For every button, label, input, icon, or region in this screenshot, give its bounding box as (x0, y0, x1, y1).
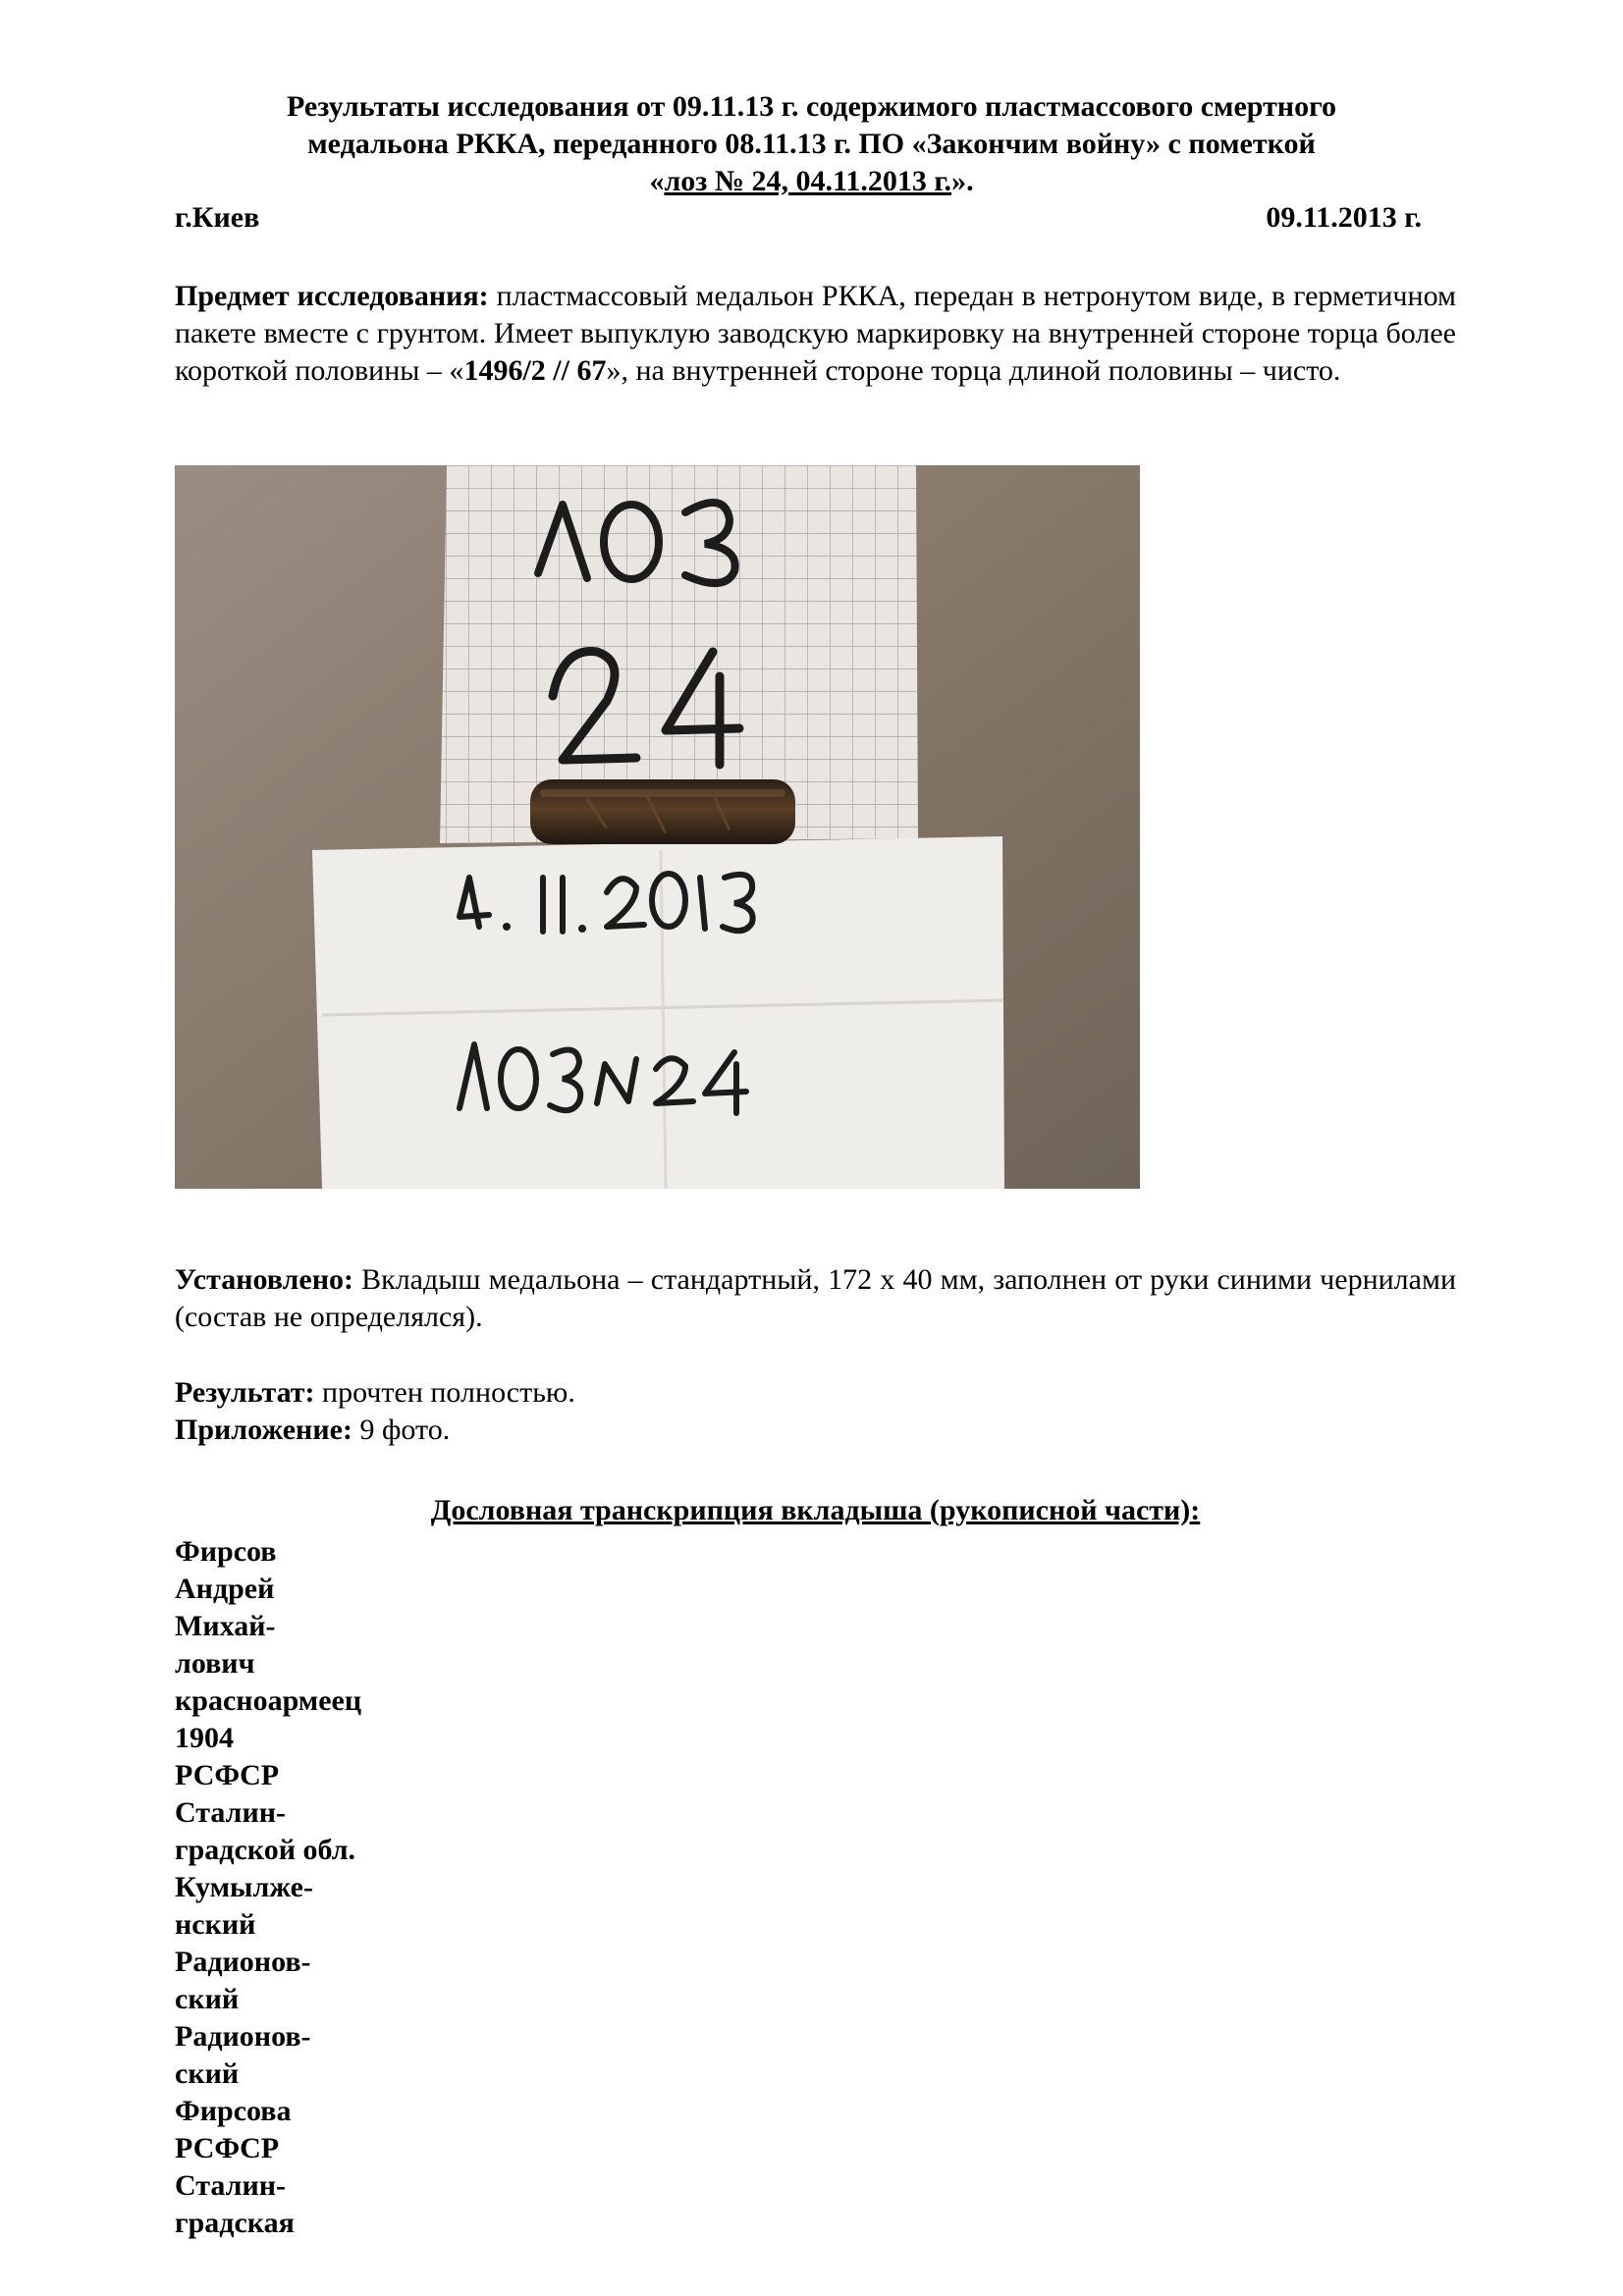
document-date: 09.11.2013 г. (1266, 201, 1422, 234)
result-label: Результат: (175, 1376, 315, 1409)
transcription-list (175, 1533, 361, 2242)
title-underlined-label: лоз № 24, 04.11.2013 г. (664, 165, 952, 197)
transcription-line: нский (175, 1908, 256, 1941)
transcription-line: Радионов- (175, 2020, 311, 2053)
document-place: г.Киев (175, 201, 260, 234)
subject-label: Предмет исследования: (175, 280, 489, 312)
transcription-line: лович (175, 1647, 255, 1680)
photo-illustration (175, 465, 1140, 1189)
transcription-line: Сталин- (175, 1796, 287, 1829)
transcription-line: РСФСР (175, 2132, 280, 2164)
transcription-line: 1904 (175, 1722, 234, 1754)
document-title (167, 88, 1456, 200)
transcription-line: градская (175, 2207, 295, 2239)
transcription-line: Андрей (175, 1573, 275, 1605)
transcription-line: красноармеец (175, 1684, 362, 1717)
white-paper-note (312, 836, 1004, 1189)
transcription-line: ский (175, 2057, 240, 2090)
subject-paragraph: Предмет исследования: пластмассовый медальон РККА, передан в нетронутом виде, в герметичном пакете вместе с грунтом. Имеет выпуклую заводскую маркировку на внутренней стороне торца более короткой половины – «1496/2 // 67», на внутренней стороне торца длиной половины – чисто. (175, 280, 1456, 387)
transcription-line: Радионов- (175, 1946, 311, 1978)
appendix-line: Приложение: 9 фото. (175, 1414, 451, 1446)
medallion-capsule (530, 779, 795, 844)
marking-value: 1496/2 // 67 (463, 354, 607, 387)
transcription-line: Фирсов (175, 1535, 277, 1568)
transcription-line: Михай- (175, 1610, 276, 1642)
title-line-1: Результаты исследования от 09.11.13 г. содержимого пластмассового смертного (287, 90, 1336, 123)
transcription-line: Сталин- (175, 2169, 287, 2202)
transcription-title: Дословная транскрипция вкладыша (рукописной части): (430, 1494, 1201, 1526)
transcription-line: ский (175, 1983, 240, 2015)
transcription-line: градской обл. (175, 1834, 356, 1866)
established-paragraph: Установлено: Вкладыш медальона – стандартный, 172 х 40 мм, заполнен от руки синими чернилами (состав не определялся). (175, 1263, 1456, 1333)
transcription-line: РСФСР (175, 1759, 280, 1791)
title-line-2: медальона РККА, переданного 08.11.13 г. ПО «Закончим войну» с пометкой (307, 128, 1316, 160)
appendix-label: Приложение: (175, 1414, 352, 1446)
result-line: Результат: прочтен полностью. (175, 1376, 575, 1409)
medallion-photo (175, 465, 1140, 1189)
established-label: Установлено: (175, 1263, 353, 1296)
transcription-line: Кумылже- (175, 1871, 313, 1903)
title-line-3: «лоз № 24, 04.11.2013 г.». (649, 165, 974, 197)
transcription-line: Фирсова (175, 2095, 292, 2127)
